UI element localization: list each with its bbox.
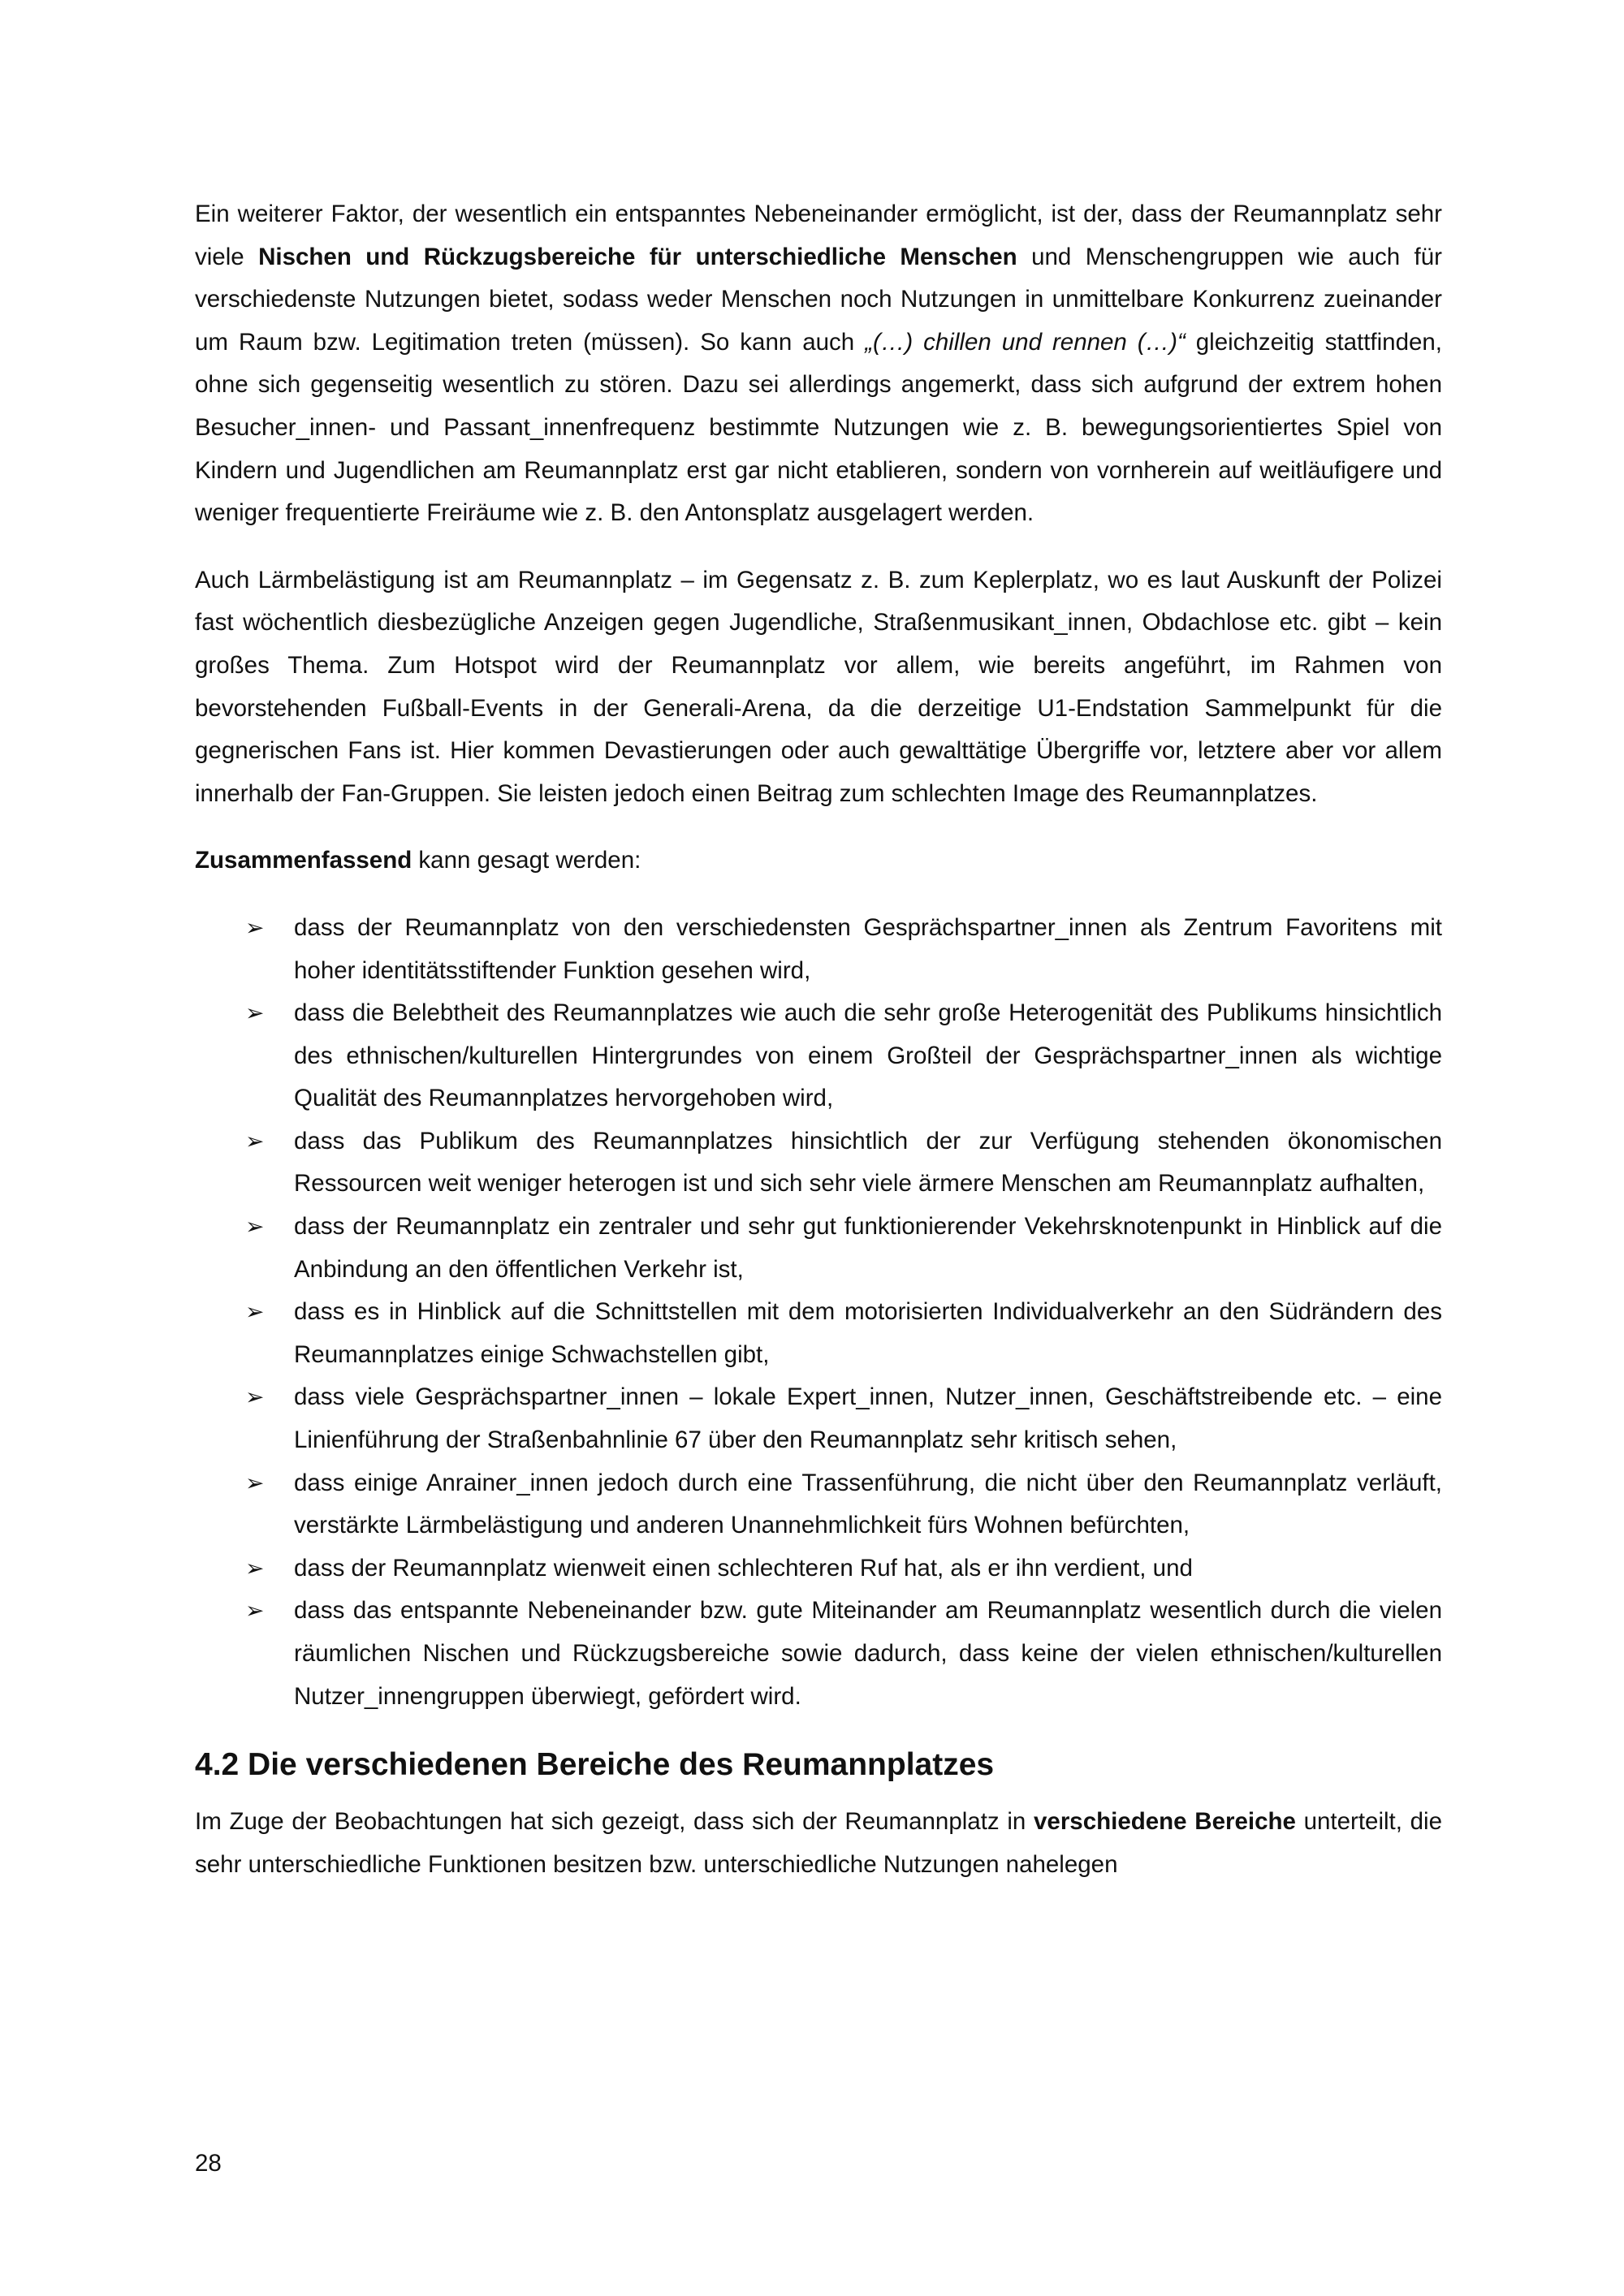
text-run: und Menschengruppen wie auch für verschiedenste Nutzungen bietet, sodass weder Menschen noch Nutzungen in unmittelbare Konkurrenz zueinander um Raum bzw. Legitimation treten (müssen). So kann auch <box>195 243 1442 356</box>
list-item-text: dass die Belebtheit des Reumannplatzes wie auch die sehr große Heterogenität des Publikums hinsichtlich des ethnischen/kulturellen Hintergrundes von einem Großteil der Gesprächspartner_innen als wichtige Qualität des Reumannplatzes hervorgehoben wird, <box>294 999 1442 1112</box>
list-item-text: dass das entspannte Nebeneinander bzw. gute Miteinander am Reumannplatz wesentlich durch die vielen räumlichen Nischen und Rückzugsbereiche sowie dadurch, dass keine der vielen ethnischen/kulturellen Nutzer_innengruppen überwiegt, gefördert wird. <box>294 1597 1442 1710</box>
arrow-bullet-icon: ➢ <box>245 1384 265 1410</box>
text-run: kann gesagt werden: <box>412 847 641 874</box>
list-item-text: dass das Publikum des Reumannplatzes hinsichtlich der zur Verfügung stehenden ökonomischen Ressourcen weit weniger heterogen ist und sich sehr viele ärmere Menschen am Reumannplatz aufhalten, <box>294 1127 1442 1198</box>
bold-text: Zusammenfassend <box>195 847 412 874</box>
text-run: gleichzeitig stattfinden, ohne sich gegenseitig wesentlich zu stören. Dazu sei allerdings angemerkt, dass sich aufgrund der extrem hohen Besucher_innen- und Passant_innenfrequenz bestimmte Nutzungen wie z. B. bewegungsorientiertes Spiel von Kindern und Jugendlichen am Reumannplatz erst gar nicht etablieren, sondern von vornherein auf weitläufigere und weniger frequentierte Freiräume wie z. B. den Antonsplatz ausgelagert werden. <box>195 328 1443 527</box>
arrow-bullet-icon: ➢ <box>245 1000 265 1026</box>
bold-text: Nischen und Rückzugsbereiche für unterschiedliche Menschen <box>258 243 1017 270</box>
arrow-bullet-icon: ➢ <box>245 1555 265 1581</box>
list-item-text: dass der Reumannplatz wienweit einen schlechteren Ruf hat, als er ihn verdient, und <box>294 1554 1193 1582</box>
list-item <box>195 992 1442 1120</box>
text-run: unterteilt, die sehr unterschiedliche Funktionen besitzen bzw. unterschiedliche Nutzungen nahelegen <box>195 1808 1442 1878</box>
paragraph <box>195 193 1442 535</box>
arrow-bullet-icon: ➢ <box>245 1128 265 1154</box>
list-item-text: dass der Reumannplatz ein zentraler und sehr gut funktionierender Vekehrsknotenpunkt in Hinblick auf die Anbindung an den öffentlichen Verkehr ist, <box>294 1213 1442 1283</box>
list-item-text: dass viele Gesprächspartner_innen – lokale Expert_innen, Nutzer_innen, Geschäftstreibende etc. – eine Linienführung der Straßenbahnlinie 67 über den Reumannplatz sehr kritisch sehen, <box>294 1383 1442 1454</box>
bold-text: verschiedene Bereiche <box>1034 1808 1296 1836</box>
list-item <box>195 1291 1442 1376</box>
arrow-bullet-icon: ➢ <box>245 914 265 940</box>
arrow-bullet-icon: ➢ <box>245 1470 265 1495</box>
list-item <box>195 1462 1442 1547</box>
document-page <box>195 193 1442 1910</box>
list-item <box>195 1547 1442 1590</box>
body-paragraphs <box>195 193 1442 883</box>
page-number: 28 <box>195 2150 222 2177</box>
text-run: Auch Lärmbelästigung ist am Reumannplatz – im Gegensatz z. B. zum Keplerplatz, wo es laut Auskunft der Polizei fast wöchentlich diesbezügliche Anzeigen gegen Jugendliche, Straßenmusikant_innen, Obdachlose etc. gibt – kein großes Thema. Zum Hotspot wird der Reumannplatz vor allem, wie bereits angeführt, im Rahmen von bevorstehenden Fußball-Events in der Generali-Arena, da die derzeitige U1-Endstation Sammelpunkt für die gegnerischen Fans ist. Hier kommen Devastierungen oder auch gewalttätige Übergriffe vor, letztere aber vor allem innerhalb der Fan-Gruppen. Sie leisten jedoch einen Beitrag zum schlechten Image des Reumannplatzes. <box>195 566 1442 807</box>
italic-quote: „(…) chillen und rennen (…)“ <box>865 328 1186 356</box>
list-item <box>195 1120 1442 1206</box>
list-item <box>195 1376 1442 1461</box>
arrow-bullet-icon: ➢ <box>245 1214 265 1240</box>
list-item <box>195 1206 1442 1291</box>
list-item-text: dass es in Hinblick auf die Schnittstellen mit dem motorisierten Individualverkehr an den Südrändern des Reumannplatzes einige Schwachstellen gibt, <box>294 1298 1442 1368</box>
paragraph <box>195 559 1442 816</box>
section-heading: 4.2 Die verschiedenen Bereiche des Reumannplatzes <box>195 1747 995 1783</box>
summary-list <box>195 907 1442 1718</box>
list-item <box>195 907 1442 992</box>
paragraph <box>195 1801 1442 1886</box>
arrow-bullet-icon: ➢ <box>245 1299 265 1325</box>
text-run: Ein weiterer Faktor, der wesentlich ein entspanntes Nebeneinander ermöglicht, ist der, dass der Reumannplatz sehr viele <box>195 201 1442 270</box>
text-run: Im Zuge der Beobachtungen hat sich gezeigt, dass sich der Reumannplatz in <box>195 1808 1034 1836</box>
list-item <box>195 1590 1442 1718</box>
arrow-bullet-icon: ➢ <box>245 1598 265 1624</box>
list-item-text: dass einige Anrainer_innen jedoch durch eine Trassenführung, die nicht über den Reumannplatz verläuft, verstärkte Lärmbelästigung und anderen Unannehmlichkeit fürs Wohnen befürchten, <box>294 1469 1442 1539</box>
paragraph <box>195 839 1442 883</box>
list-item-text: dass der Reumannplatz von den verschiedensten Gesprächspartner_innen als Zentrum Favoritens mit hoher identitätsstiftender Funktion gesehen wird, <box>294 913 1442 984</box>
